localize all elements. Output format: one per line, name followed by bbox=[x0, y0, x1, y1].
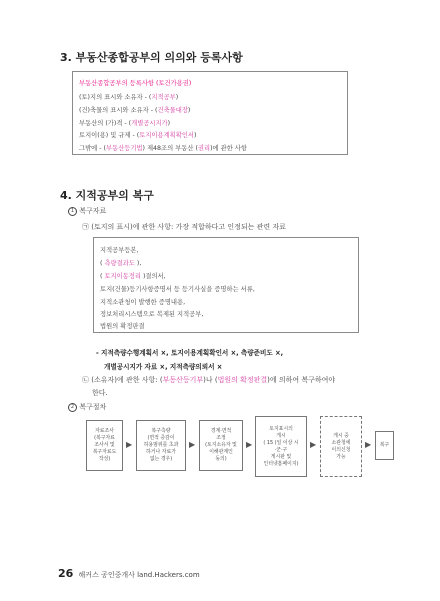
box-line-1: (토)지의 표시와 소유자 - (지적공부) bbox=[79, 94, 179, 101]
item1-recovery-materials: 1 복구자료 bbox=[68, 206, 106, 216]
sub-b-cont: 한다. bbox=[92, 389, 108, 397]
section4-title: 4. 지적공부의 복구 bbox=[60, 189, 154, 202]
arrow-right-icon: ▶ bbox=[310, 440, 317, 449]
box-line-3: 부동산의 (가)격 - (개별공시지가) bbox=[79, 120, 171, 127]
arrow-right-icon: ▶ bbox=[189, 440, 196, 449]
materials-line-1: 지적공부등본, bbox=[100, 247, 139, 254]
recovery-materials-box bbox=[93, 237, 359, 333]
materials-line-3: ( 토지이동정리 )결의서, bbox=[100, 273, 166, 280]
page-footer bbox=[58, 567, 200, 580]
sub-b-owner-info: ㉡ (소유자)에 관한 사항: (부동산등기부)나 (법원의 확정판결)에 의하여 복구하여야 bbox=[82, 376, 336, 384]
materials-line-5: 지적소관청이 발행한 증명내용, bbox=[100, 299, 186, 306]
section3-title: 3. 부동산종합공부의 의의와 등록사항 bbox=[60, 51, 243, 64]
page-number: 26 bbox=[58, 567, 74, 580]
footer-text: 해커스 공인중개사 land.Hackers.com bbox=[78, 571, 200, 579]
materials-line-2: ( 측량결과도 ), bbox=[100, 260, 142, 267]
flow-step-recovery: 복구 bbox=[375, 431, 394, 460]
box-heading: 부동산종합공부의 등록사항 (토건가용권) bbox=[79, 80, 192, 87]
materials-line-7: 법원의 확정판결 bbox=[100, 323, 145, 330]
item2-recovery-procedure: 2 복구절차 bbox=[68, 402, 106, 412]
materials-line-4: 토지(건물)등기사항증명서 등 등기사실을 증명하는 서류, bbox=[100, 286, 255, 293]
sub-a-land-info: ㉠ (토지의 표시)에 관한 사항: 가장 적합하다고 인정되는 관련 자료 bbox=[82, 223, 286, 231]
flow-step-recovery-survey: 복구측량 (면적 증감이 허용범위를 초과 하거나 자료가 없는 경우) bbox=[136, 420, 186, 471]
box-line-5: 그밖에 - (부동산등기법) 제48조의 부동산 (권리)에 관한 사항 bbox=[79, 145, 247, 152]
excluded-note-1: - 지적측량수행계획서 ×, 토지이용계획확인서 ×, 측량준비도 ×, bbox=[96, 349, 284, 357]
flow-step-objection: 게시 중 소관청에 이의신청 가능 bbox=[320, 416, 362, 477]
arrow-right-icon: ▶ bbox=[126, 440, 133, 449]
box-line-2: (건)축물의 표시와 소유자 - (건축물대장) bbox=[79, 107, 191, 114]
flow-step-posting: 토지표시의 게시 ( 15 )일 이상 시 ·군·구 게시판 및 인터넷홈페이지) bbox=[255, 416, 307, 477]
flow-step-data-survey: 자료조사 (복구자료 조사서 및 복구자료도 작성) bbox=[86, 420, 123, 471]
box-line-4: 토지이(용) 및 규제 - (토지이용계획확인서) bbox=[79, 132, 197, 139]
arrow-right-icon: ▶ bbox=[365, 440, 372, 449]
flow-step-boundary-adjust: 경계·면적 조정 (토지소유자 및 이해관계인 동의) bbox=[199, 420, 243, 471]
materials-line-6: 정보처리시스템으로 복제된 지적공부, bbox=[100, 311, 204, 318]
arrow-right-icon: ▶ bbox=[246, 440, 253, 449]
registration-items-box bbox=[72, 71, 348, 155]
excluded-note-2: 개별공시지가 자료 ×, 지적측량의뢰서 × bbox=[104, 363, 223, 371]
